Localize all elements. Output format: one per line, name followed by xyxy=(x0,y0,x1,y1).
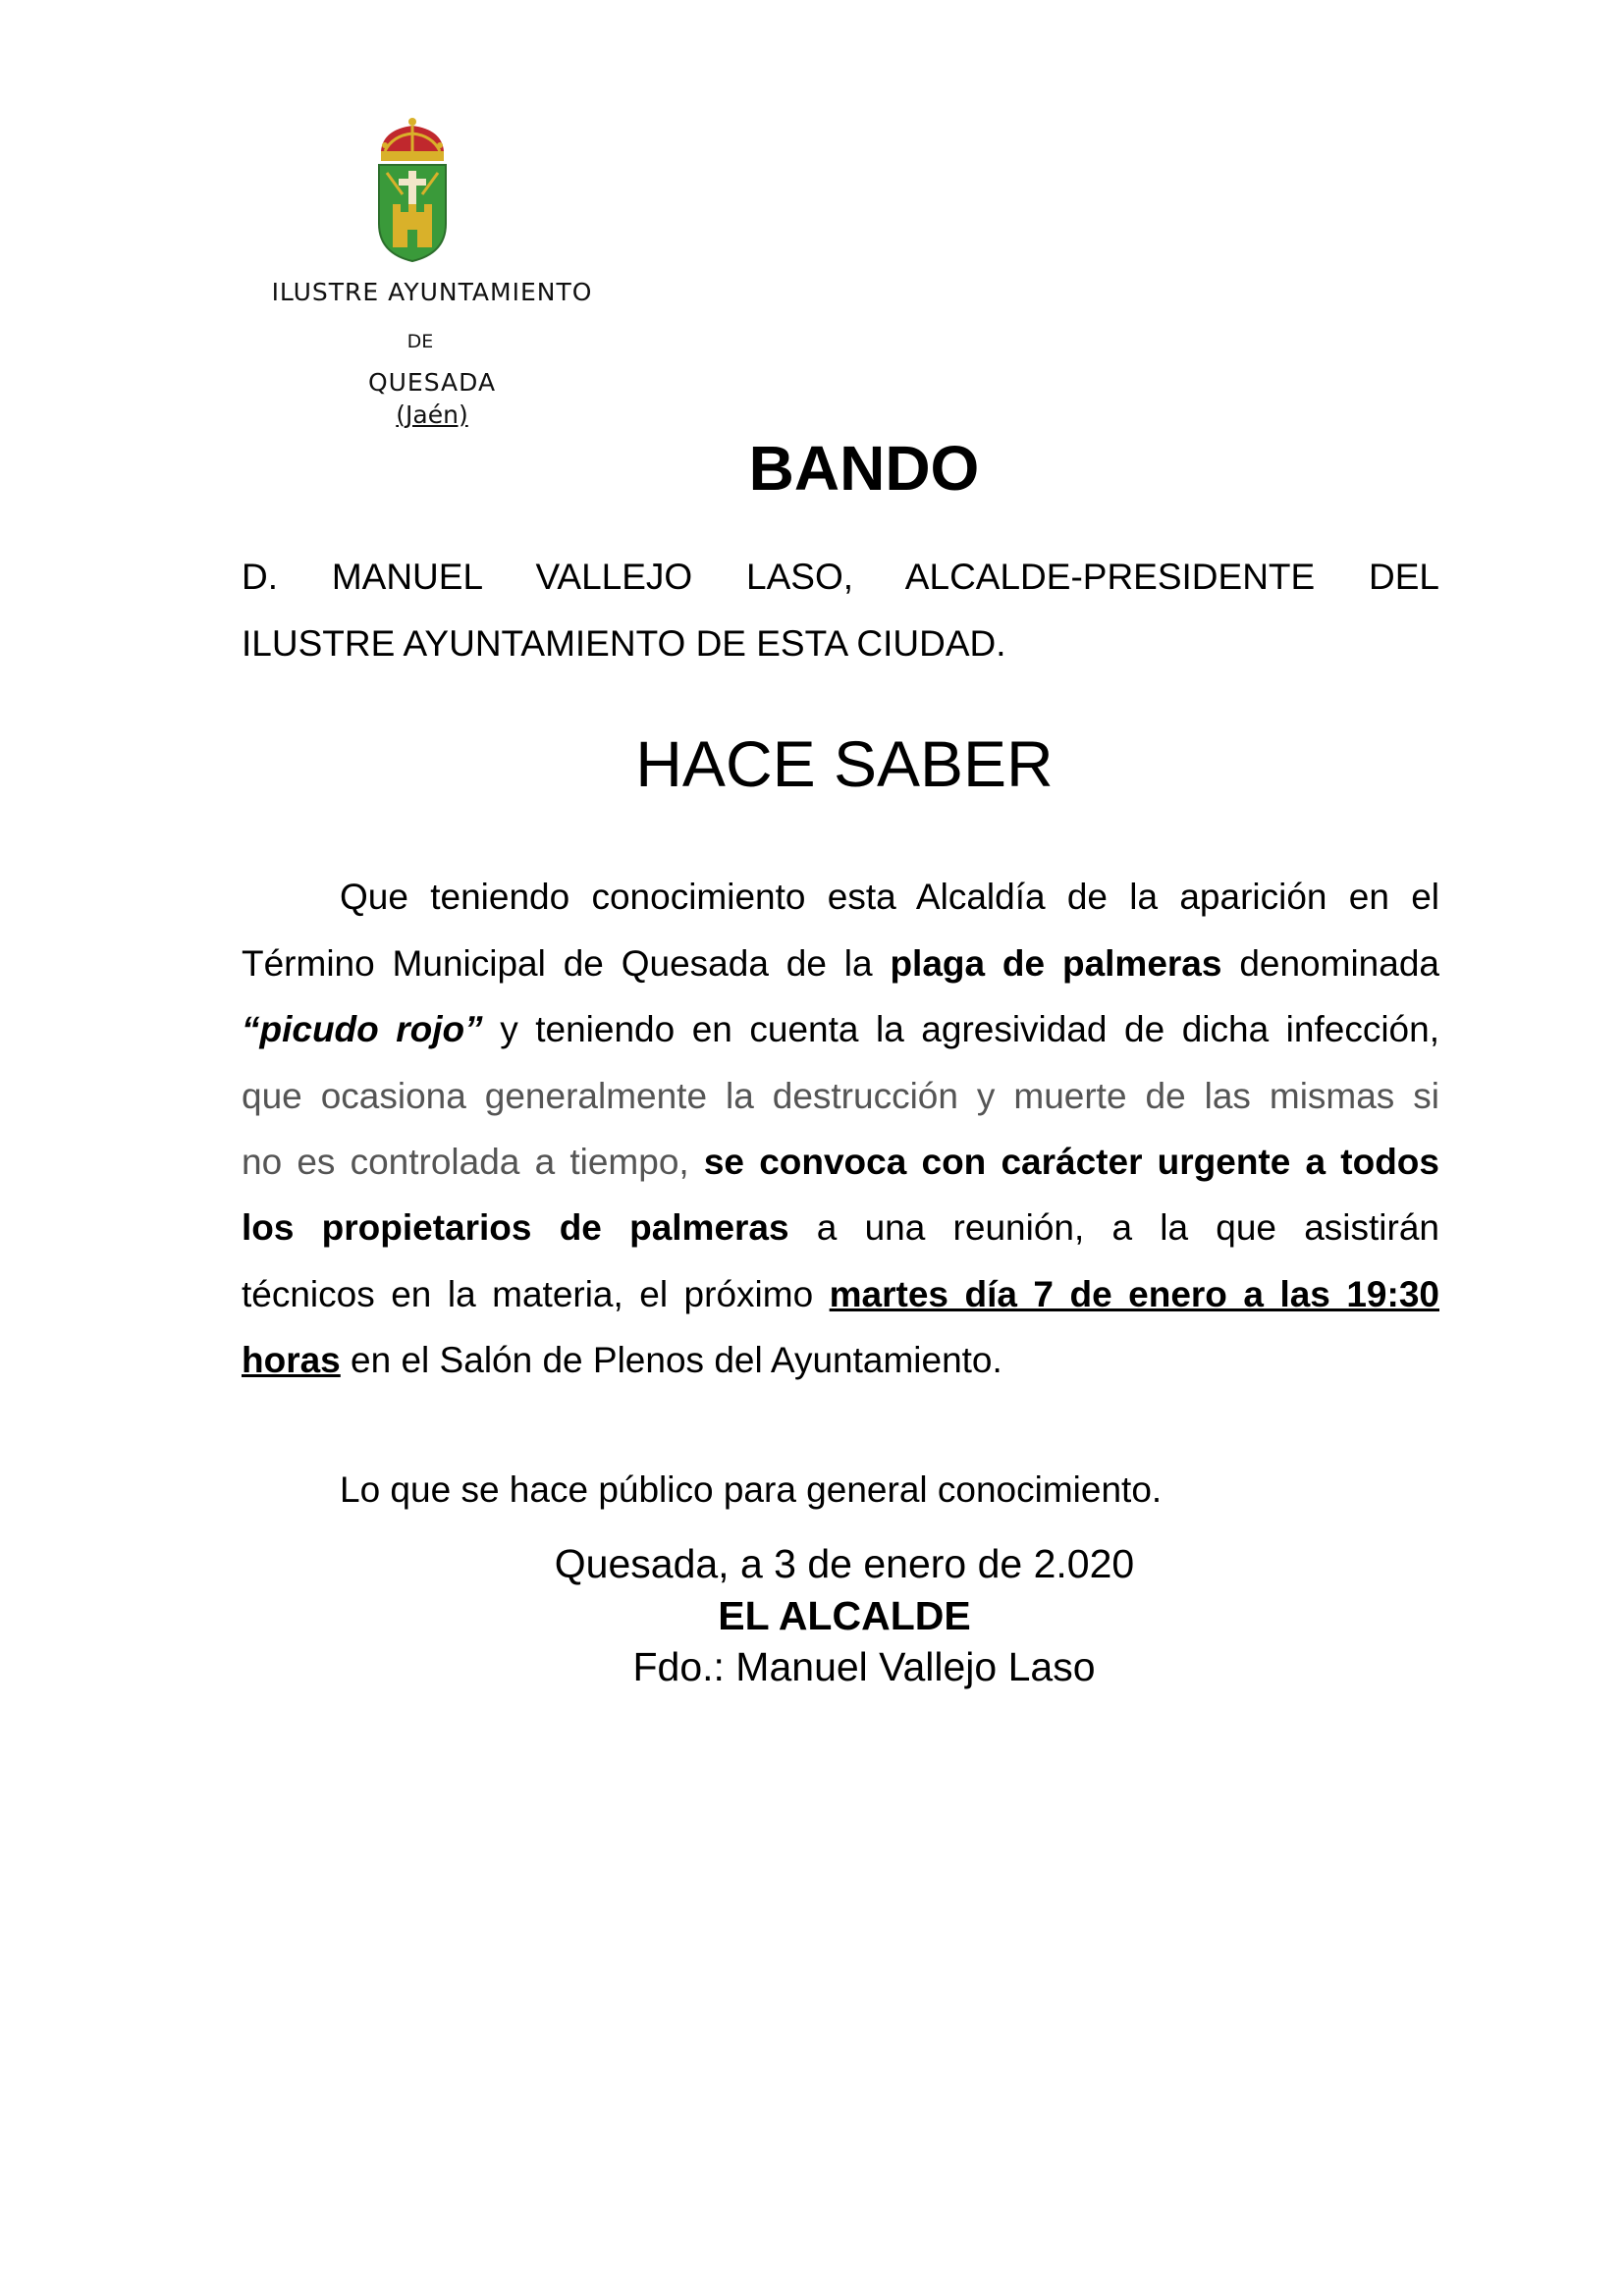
body-text: y teniendo en cuenta la agresividad de dicha infección, xyxy=(482,1009,1439,1049)
body-text: en el Salón de Plenos del Ayuntamiento. xyxy=(340,1340,1002,1380)
body-line xyxy=(242,942,1439,986)
body-line xyxy=(242,1273,1439,1316)
signature-name: Fdo.: Manuel Vallejo Laso xyxy=(632,1644,1096,1689)
org-name-connector: DE xyxy=(406,331,434,352)
body-text: técnicos en la materia, el próximo xyxy=(242,1274,830,1314)
body-bold-text: los propietarios de palmeras xyxy=(242,1207,789,1248)
document-title: BANDO xyxy=(748,433,980,504)
body-line xyxy=(242,1339,1002,1382)
body-text: que ocasiona generalmente la destrucción y muerte de las mismas si xyxy=(242,1076,1439,1116)
meeting-date: martes día 7 de enero a las 19:30 xyxy=(829,1274,1439,1314)
body-text: Que teniendo conocimiento esta Alcaldía de la aparición en el xyxy=(340,877,1439,917)
intro-line-1: D. MANUEL VALLEJO LASO, ALCALDE-PRESIDENTE DEL xyxy=(242,557,1439,597)
coat-of-arms-icon xyxy=(363,116,461,263)
body-text: Término Municipal de Quesada de la xyxy=(242,943,891,984)
body-bold-text: se convoca con carácter urgente a todos xyxy=(703,1142,1439,1182)
body-text: no es controlada a tiempo, xyxy=(242,1142,704,1182)
org-name-line: ILUSTRE AYUNTAMIENTO xyxy=(271,278,593,306)
org-province: (Jaén) xyxy=(396,400,468,429)
meeting-time-unit: horas xyxy=(242,1340,341,1380)
body-line xyxy=(242,1206,1439,1250)
body-text: a una reunión, a la que asistirán xyxy=(788,1207,1439,1248)
closing-sentence: Lo que se hace público para general conocimiento. xyxy=(340,1469,1163,1510)
pest-name: “picudo rojo” xyxy=(242,1009,483,1049)
intro-line-2: ILUSTRE AYUNTAMIENTO DE ESTA CIUDAD. xyxy=(242,623,1006,664)
body-text: denominada xyxy=(1221,943,1439,984)
body-line xyxy=(340,876,1439,919)
body-line xyxy=(242,1141,1439,1184)
signature-role: EL ALCALDE xyxy=(718,1593,971,1638)
signature-place-date: Quesada, a 3 de enero de 2.020 xyxy=(554,1541,1135,1586)
body-bold-text: plaga de palmeras xyxy=(890,943,1222,984)
body-line xyxy=(242,1075,1439,1118)
org-town: QUESADA xyxy=(367,368,497,397)
section-heading: HACE SABER xyxy=(635,727,1054,800)
body-line xyxy=(242,1008,1439,1051)
